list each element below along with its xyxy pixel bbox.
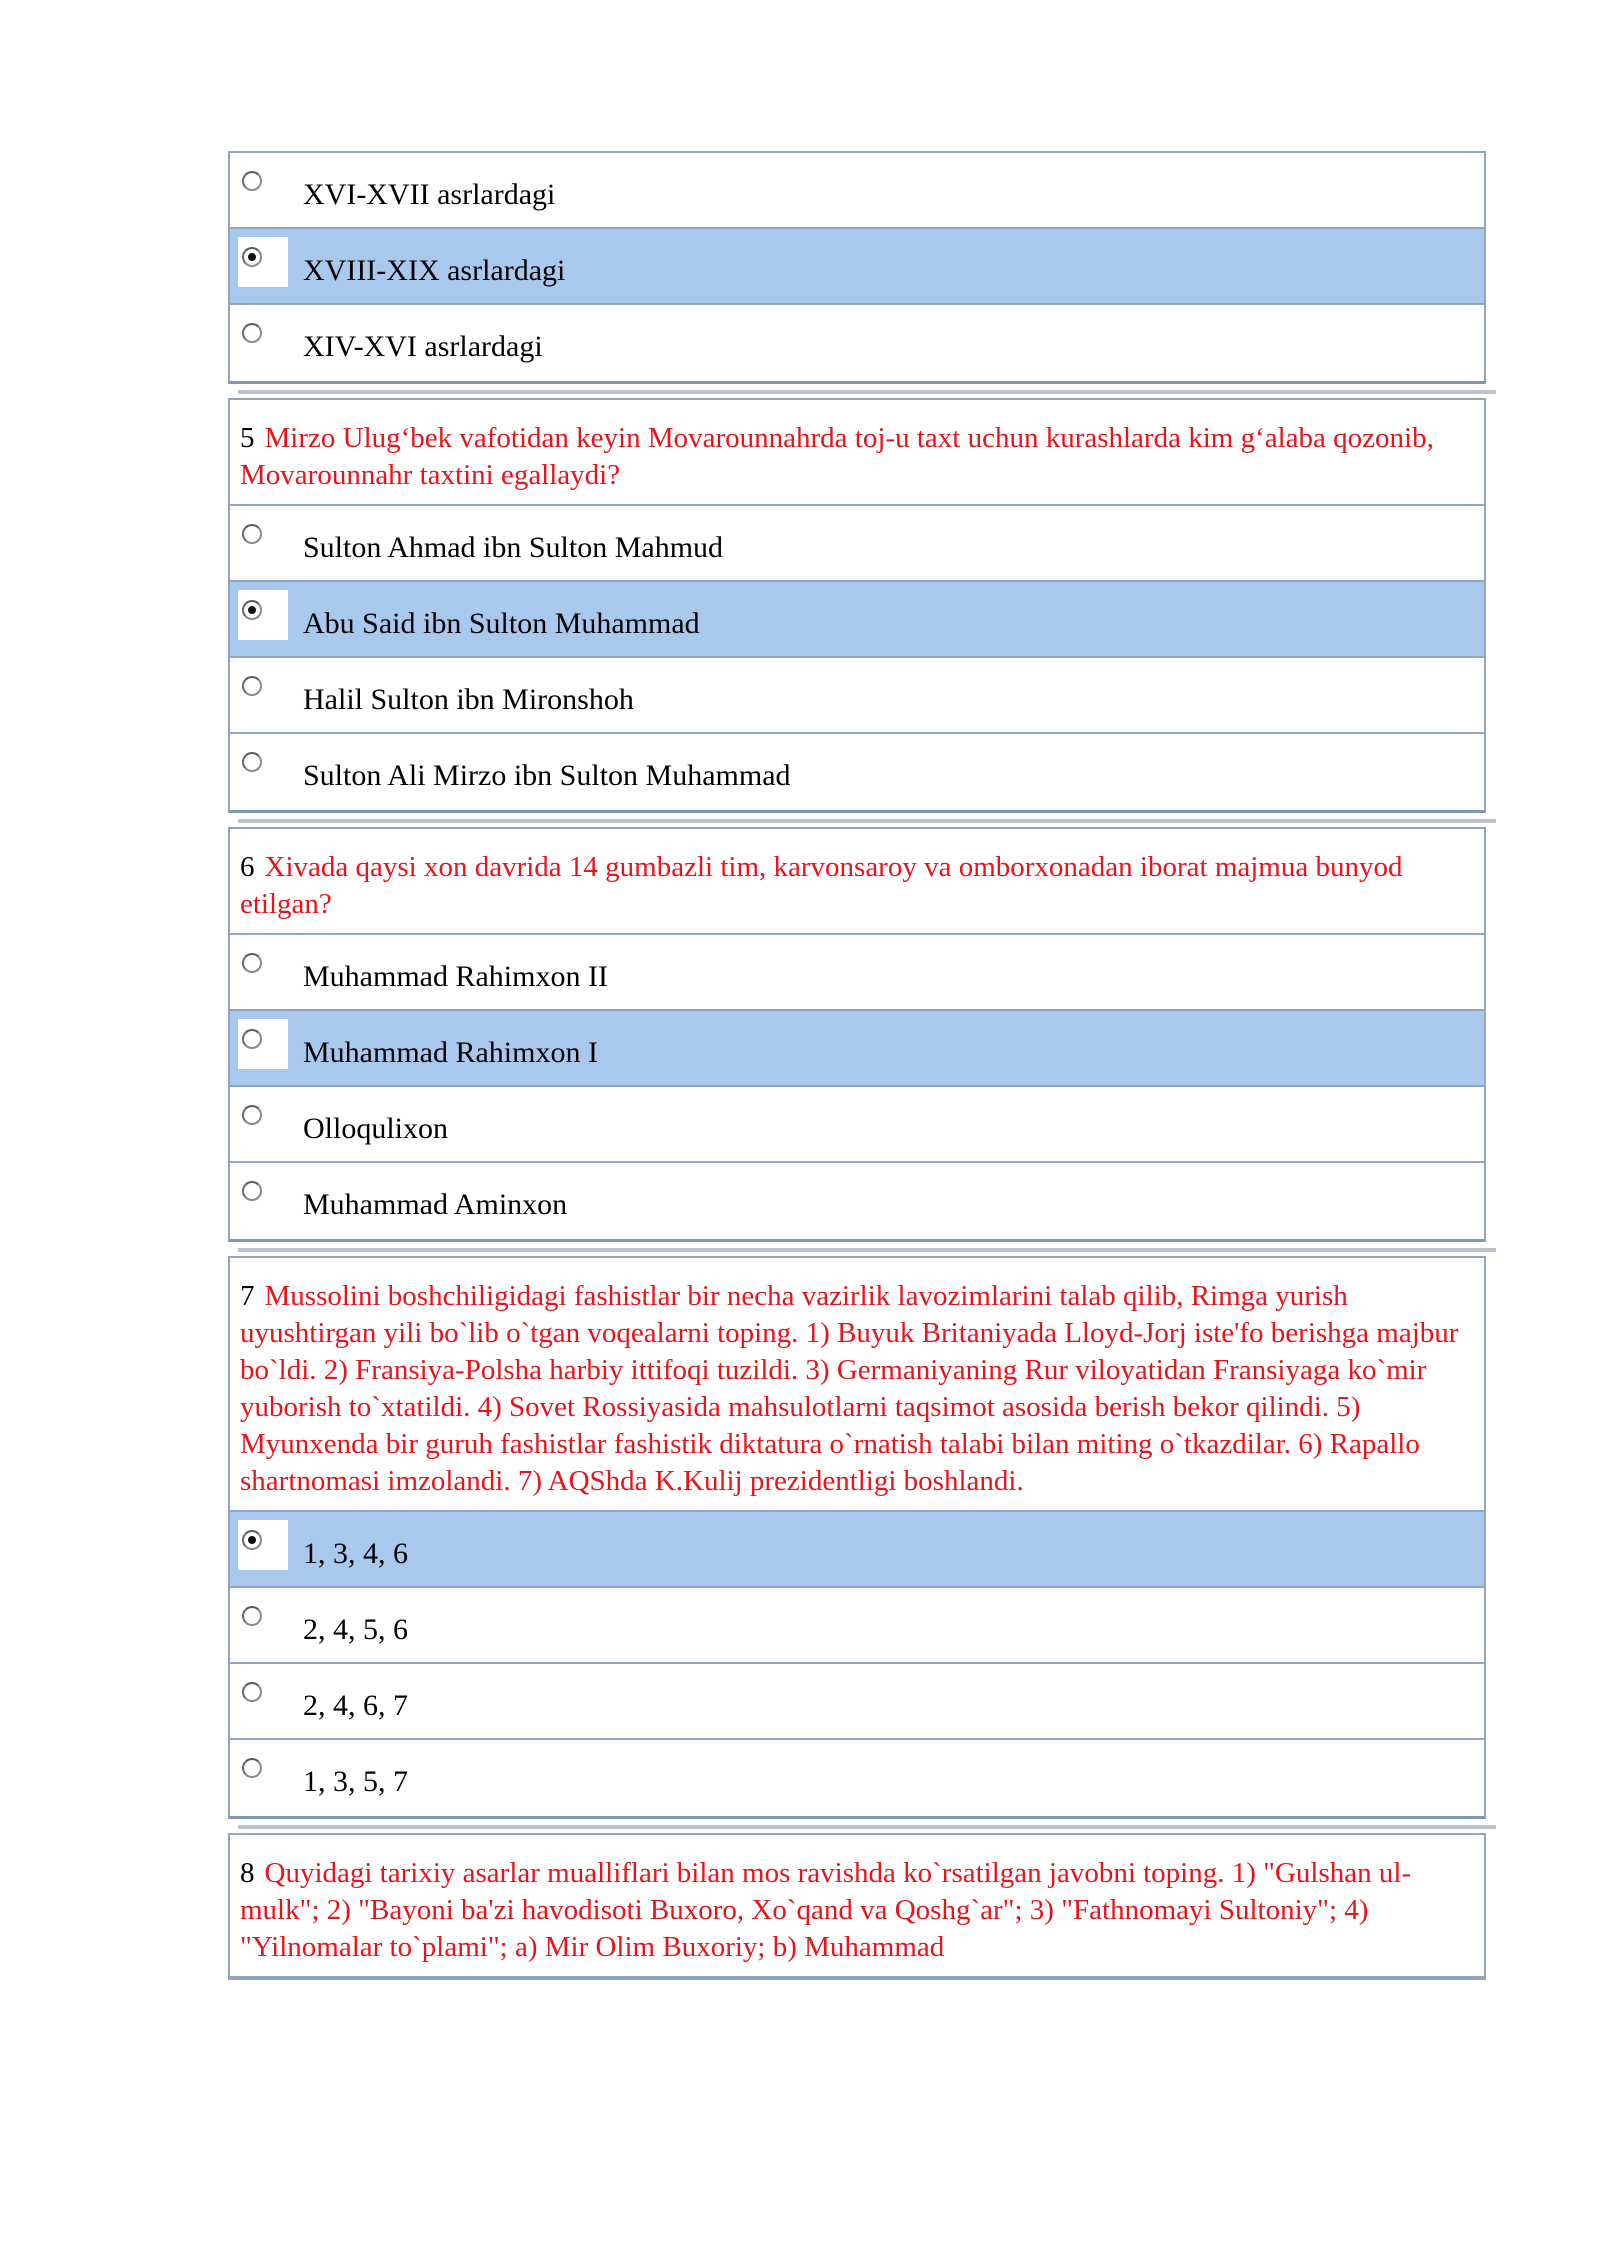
question-separator: [228, 1242, 1486, 1256]
answer-label: XIV-XVI asrlardagi: [303, 330, 543, 363]
question-body: Mussolini boshchiligidagi fashistlar bir necha vazirlik lavozimlarini talab qilib, Rimga yurish uyushtirgan yili bo`lib o`tgan voqealarni toping. 1) Buyuk Britaniyada Lloyd-Jorj iste'fo berishga majbur bo`ldi. 2) Fransiya-Polsha harbiy ittifoqi tuzildi. 3) Germaniyaning Rur viloyatidan Fransiyaga ko`mir yuborish to`xtatildi. 4) Sovet Rossiyasida mahsulotlarni taqsimot asosida berish bekor qilindi. 5) Myunxenda bir guruh fashistlar fashistik diktatura o`rnatish talabi bilan miting o`tkazdilar. 6) Rapallo shartnomasi imzolandi. 7) AQShda K.Kulij prezidentligi boshlandi.: [240, 1280, 1459, 1497]
answer-label: Halil Sulton ibn Mironshoh: [303, 683, 634, 716]
radio-unchecked-icon[interactable]: [242, 1758, 262, 1778]
answer-label: XVI-XVII asrlardagi: [303, 178, 556, 211]
answer-label: Sulton Ahmad ibn Sulton Mahmud: [303, 531, 724, 564]
question-block: [228, 827, 1486, 1242]
answer-option[interactable]: [230, 1011, 1484, 1087]
answer-label: Muhammad Aminxon: [303, 1188, 568, 1221]
question-number: 6: [240, 851, 255, 883]
radio-unchecked-icon[interactable]: [242, 323, 262, 343]
answer-option[interactable]: [230, 1163, 1484, 1239]
radio-unchecked-icon[interactable]: [242, 752, 262, 772]
radio-cell: [238, 514, 288, 564]
radio-cell: [238, 742, 288, 792]
radio-cell: [238, 313, 288, 363]
quiz-container: [228, 151, 1486, 1980]
radio-checked-icon[interactable]: [242, 1530, 262, 1550]
radio-unchecked-icon[interactable]: [242, 676, 262, 696]
answer-option[interactable]: [230, 582, 1484, 658]
question-number: 5: [240, 422, 255, 454]
radio-cell: [238, 1748, 288, 1798]
radio-unchecked-icon[interactable]: [242, 1181, 262, 1201]
question-text: [230, 400, 1484, 506]
radio-cell: [238, 1171, 288, 1221]
radio-cell: [238, 1520, 288, 1570]
radio-unchecked-icon[interactable]: [242, 524, 262, 544]
radio-unchecked-icon[interactable]: [242, 171, 262, 191]
answer-label: 2, 4, 5, 6: [303, 1613, 408, 1646]
answer-option[interactable]: [230, 305, 1484, 381]
radio-checked-icon[interactable]: [242, 247, 262, 267]
answer-label: Muhammad Rahimxon I: [303, 1036, 598, 1069]
answer-option[interactable]: [230, 935, 1484, 1011]
answer-option[interactable]: [230, 1740, 1484, 1816]
question-block: [228, 1256, 1486, 1819]
question-body: Mirzo Ulug‘bek vafotidan keyin Movarounnahrda toj-u taxt uchun kurashlarda kim g‘alaba qozonib, Movarounnahr taxtini egallaydi?: [240, 422, 1434, 491]
question-number: 8: [240, 1857, 255, 1889]
radio-unchecked-icon[interactable]: [242, 953, 262, 973]
question-block: [228, 151, 1486, 384]
question-separator: [228, 813, 1486, 827]
answer-option[interactable]: [230, 734, 1484, 810]
radio-unchecked-icon[interactable]: [242, 1105, 262, 1125]
answer-label: Olloqulixon: [303, 1112, 449, 1145]
answer-option[interactable]: [230, 1087, 1484, 1163]
radio-cell: [238, 590, 288, 640]
answer-option[interactable]: [230, 1664, 1484, 1740]
answer-label: Abu Said ibn Sulton Muhammad: [303, 607, 700, 640]
radio-unchecked-icon[interactable]: [242, 1682, 262, 1702]
question-block: [228, 1833, 1486, 1980]
radio-unchecked-icon[interactable]: [242, 1029, 262, 1049]
answer-option[interactable]: [230, 1588, 1484, 1664]
radio-cell: [238, 1019, 288, 1069]
answer-label: Muhammad Rahimxon II: [303, 960, 608, 993]
answer-option[interactable]: [230, 506, 1484, 582]
radio-cell: [238, 666, 288, 716]
question-text: [230, 1835, 1484, 1978]
answer-option[interactable]: [230, 153, 1484, 229]
answer-option[interactable]: [230, 1512, 1484, 1588]
answer-label: 1, 3, 4, 6: [303, 1537, 408, 1570]
answer-label: XVIII-XIX asrlardagi: [303, 254, 566, 287]
question-separator: [228, 1819, 1486, 1833]
radio-cell: [238, 943, 288, 993]
radio-cell: [238, 1596, 288, 1646]
radio-cell: [238, 161, 288, 211]
question-text: [230, 829, 1484, 935]
answer-label: 1, 3, 5, 7: [303, 1765, 408, 1798]
question-body: Xivada qaysi xon davrida 14 gumbazli tim, karvonsaroy va omborxonadan iborat majmua bunyod etilgan?: [240, 851, 1403, 920]
answer-option[interactable]: [230, 229, 1484, 305]
answer-label: 2, 4, 6, 7: [303, 1689, 408, 1722]
question-separator: [228, 384, 1486, 398]
answer-label: Sulton Ali Mirzo ibn Sulton Muhammad: [303, 759, 791, 792]
question-block: [228, 398, 1486, 813]
radio-cell: [238, 237, 288, 287]
question-text: [230, 1258, 1484, 1512]
answer-option[interactable]: [230, 658, 1484, 734]
radio-unchecked-icon[interactable]: [242, 1606, 262, 1626]
radio-cell: [238, 1672, 288, 1722]
radio-checked-icon[interactable]: [242, 600, 262, 620]
question-body: Quyidagi tarixiy asarlar mualliflari bilan mos ravishda ko`rsatilgan javobni toping. 1) "Gulshan ul-mulk"; 2) "Bayoni ba'zi havodisoti Buxoro, Xo`qand va Qoshg`ar"; 3) "Fathnomayi Sultoniy"; 4) "Yilnomalar to`plami"; a) Mir Olim Buxoriy; b) Muhammad: [240, 1857, 1412, 1963]
radio-cell: [238, 1095, 288, 1145]
question-number: 7: [240, 1280, 255, 1312]
